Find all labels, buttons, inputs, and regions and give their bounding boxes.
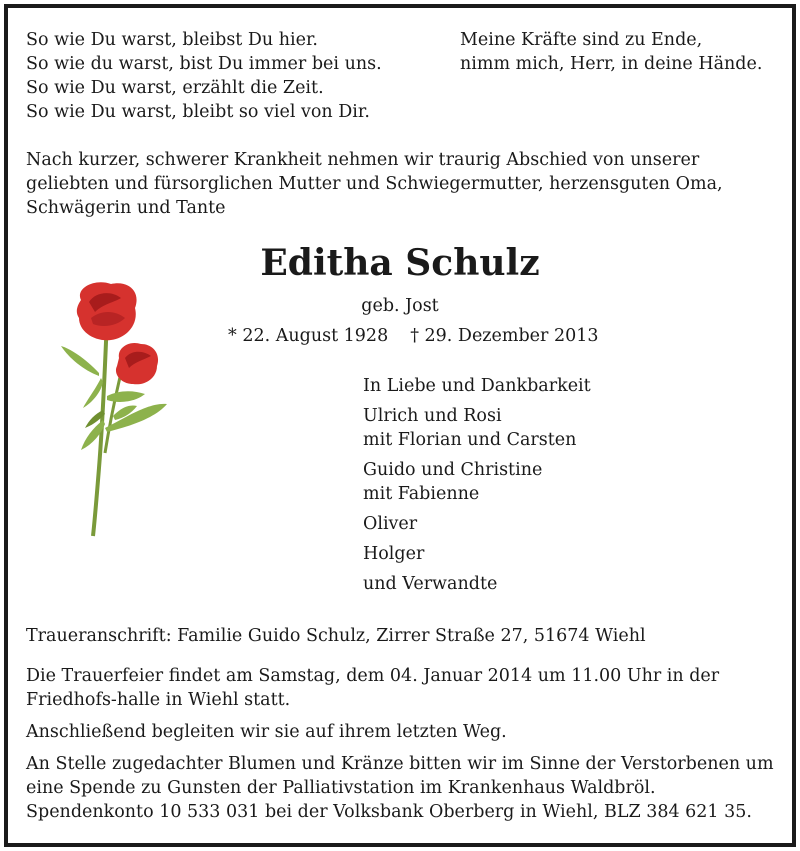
birth-date: * 22. August 1928 [228, 326, 389, 346]
poem-line: So wie du warst, bist Du immer bei uns. [26, 54, 382, 74]
mourners-list [363, 374, 591, 602]
life-dates [228, 324, 599, 348]
mourner-group [363, 458, 591, 506]
mourner-group [363, 542, 591, 566]
mourner-line: und Verwandte [363, 574, 498, 594]
donation-paragraph: An Stelle zugedachter Blumen und Kränze bitten wir im Sinne der Verstorbenen um eine Spende zu Gunsten der Palliativstation im Krankenhaus Waldbröl. Spendenkonto 10 533 031 bei der Volksbank Oberberg in Wiehl, BLZ 384 621 35. [26, 754, 774, 822]
funeral-paragraph: Die Trauerfeier findet am Samstag, dem 04. Januar 2014 um 11.00 Uhr in der Friedhofs-halle in Wiehl statt. [26, 666, 720, 710]
birth-name: geb. Jost [361, 296, 439, 316]
intro-text: Nach kurzer, schwerer Krankheit nehmen wir traurig Abschied von unserer geliebten und fürsorglichen Mutter und Schwiegermutter, herzensguten Oma, Schwägerin und Tante [26, 150, 723, 218]
mourner-line: In Liebe und Dankbarkeit [363, 376, 591, 396]
poem-left [26, 28, 382, 124]
death-date: † 29. Dezember 2013 [410, 326, 599, 346]
funeral-info [26, 664, 776, 832]
mourner-line: mit Fabienne [363, 484, 480, 504]
mourner-group [363, 404, 591, 452]
deceased-name: Editha Schulz [260, 242, 540, 284]
poem-line: So wie Du warst, bleibt so viel von Dir. [26, 102, 370, 122]
poem-line: Meine Kräfte sind zu Ende, [460, 30, 703, 50]
red-roses-icon [55, 278, 175, 543]
mourner-group [363, 512, 591, 536]
mourner-group [363, 374, 591, 398]
mourner-line: mit Florian und Carsten [363, 430, 577, 450]
mourner-line: Oliver [363, 514, 418, 534]
mourner-group [363, 572, 591, 596]
poem-line: So wie Du warst, bleibst Du hier. [26, 30, 318, 50]
poem-right [460, 28, 762, 76]
mourner-line: Holger [363, 544, 425, 564]
mourner-line: Guido und Christine [363, 460, 543, 480]
mourner-line: Ulrich und Rosi [363, 406, 502, 426]
poem-line: nimm mich, Herr, in deine Hände. [460, 54, 763, 74]
mourning-address: Traueranschrift: Familie Guido Schulz, Zirrer Straße 27, 51674 Wiehl [26, 626, 646, 646]
funeral-paragraph: Anschließend begleiten wir sie auf ihrem letzten Weg. [26, 722, 507, 742]
poem-line: So wie Du warst, erzählt die Zeit. [26, 78, 324, 98]
